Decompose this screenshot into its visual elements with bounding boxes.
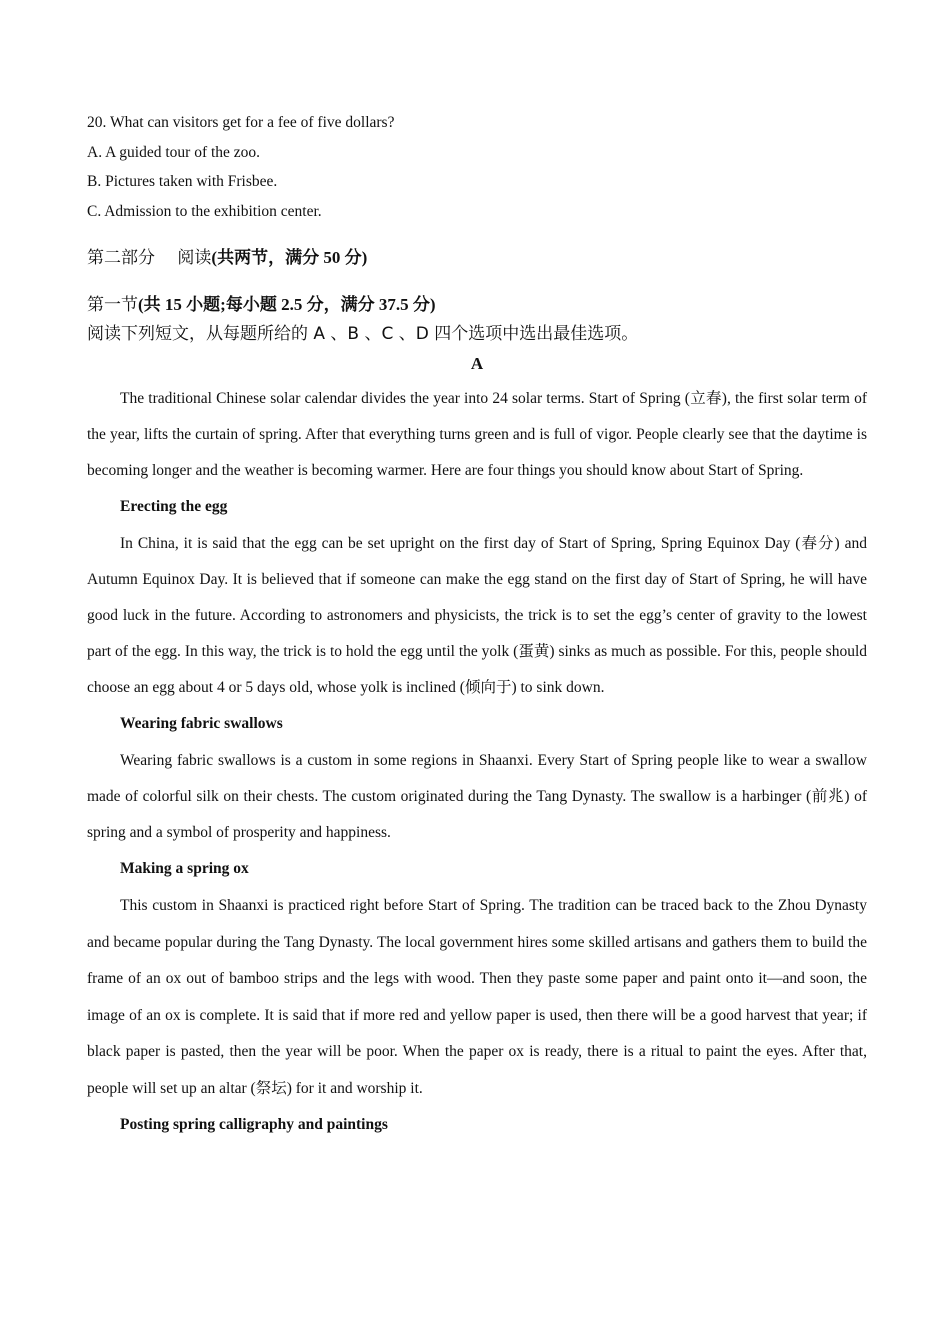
part-title-score: (共两节，满分 50 分)	[211, 248, 368, 267]
document-page	[87, 108, 867, 1144]
section-text-ox: This custom in Shaanxi is practiced right before Start of Spring. The tradition can be traced back to the Zhou Dynasty and became popular during the Tang Dynasty. The local government hires some skilled artisans and gathers them to build the frame of an ox out of bamboo strips and the legs with wood. Then they paste some paper and paint onto it—and soon, the image of an ox is complete. It is said that if more red and yellow paper is used, then there will be a good harvest that year; if black paper is pasted, then the year will be poor. When the paper ox is ready, there is a ritual to paint the eyes. After that, people will set up an altar (祭坛) for it and worship it.	[87, 897, 867, 1097]
section-text-egg: In China, it is said that the egg can be set upright on the first day of Start of Spring, Spring Equinox Day (春分) and Autumn Equinox Day. It is believed that if someone can make the egg stand on the first day of Start of Spring, he will have good luck in the future. According to astronomers and physicists, the trick is to set the egg’s center of gravity to the lowest part of the egg. In this way, the trick is to hold the egg until the yolk (蛋黄) sinks as much as possible. For this, people should choose an egg about 4 or 5 days old, whose yolk is inclined (倾向于) to sink down.	[87, 535, 867, 696]
section-text-swallows: Wearing fabric swallows is a custom in some regions in Shaanxi. Every Start of Spring people like to wear a swallow made of colorful silk on their chests. The custom originated during the Tang Dynasty. The swallow is a harbinger (前兆) of spring and a symbol of prosperity and happiness.	[87, 752, 867, 841]
passage-intro: The traditional Chinese solar calendar divides the year into 24 solar terms. Start of Spring (立春), the first solar term of the year, lifts the curtain of spring. After that everything turns green and is full of vigor. People clearly see that the daytime is becoming longer and the weather is becoming warmer. Here are four things you should know about Start of Spring.	[87, 390, 867, 479]
question-20-option-a: A. A guided tour of the zoo.	[87, 143, 261, 161]
subsection-title-score: (共 15 小题;每小题 2.5 分，满分 37.5 分)	[138, 295, 436, 314]
section-heading-calligraphy: Posting spring calligraphy and paintings	[120, 1116, 388, 1133]
section-heading-swallows: Wearing fabric swallows	[120, 715, 283, 732]
question-20-stem: 20. What can visitors get for a fee of five dollars?	[87, 114, 395, 131]
section-heading-egg: Erecting the egg	[120, 498, 228, 515]
instruction-text: 阅读下列短文，从每题所给的 A 、B 、C 、D 四个选项中选出最佳选项。	[87, 324, 639, 344]
section-heading-ox: Making a spring ox	[120, 860, 249, 877]
part-title-text: 第二部分 阅读	[87, 248, 212, 268]
subsection-title	[87, 290, 867, 320]
subsection-title-text: 第一节	[87, 295, 138, 315]
part-title	[87, 243, 867, 273]
passage-label: A	[470, 354, 484, 373]
question-20-option-b: B. Pictures taken with Frisbee.	[87, 173, 278, 190]
question-20-option-c: C. Admission to the exhibition center.	[87, 202, 322, 220]
